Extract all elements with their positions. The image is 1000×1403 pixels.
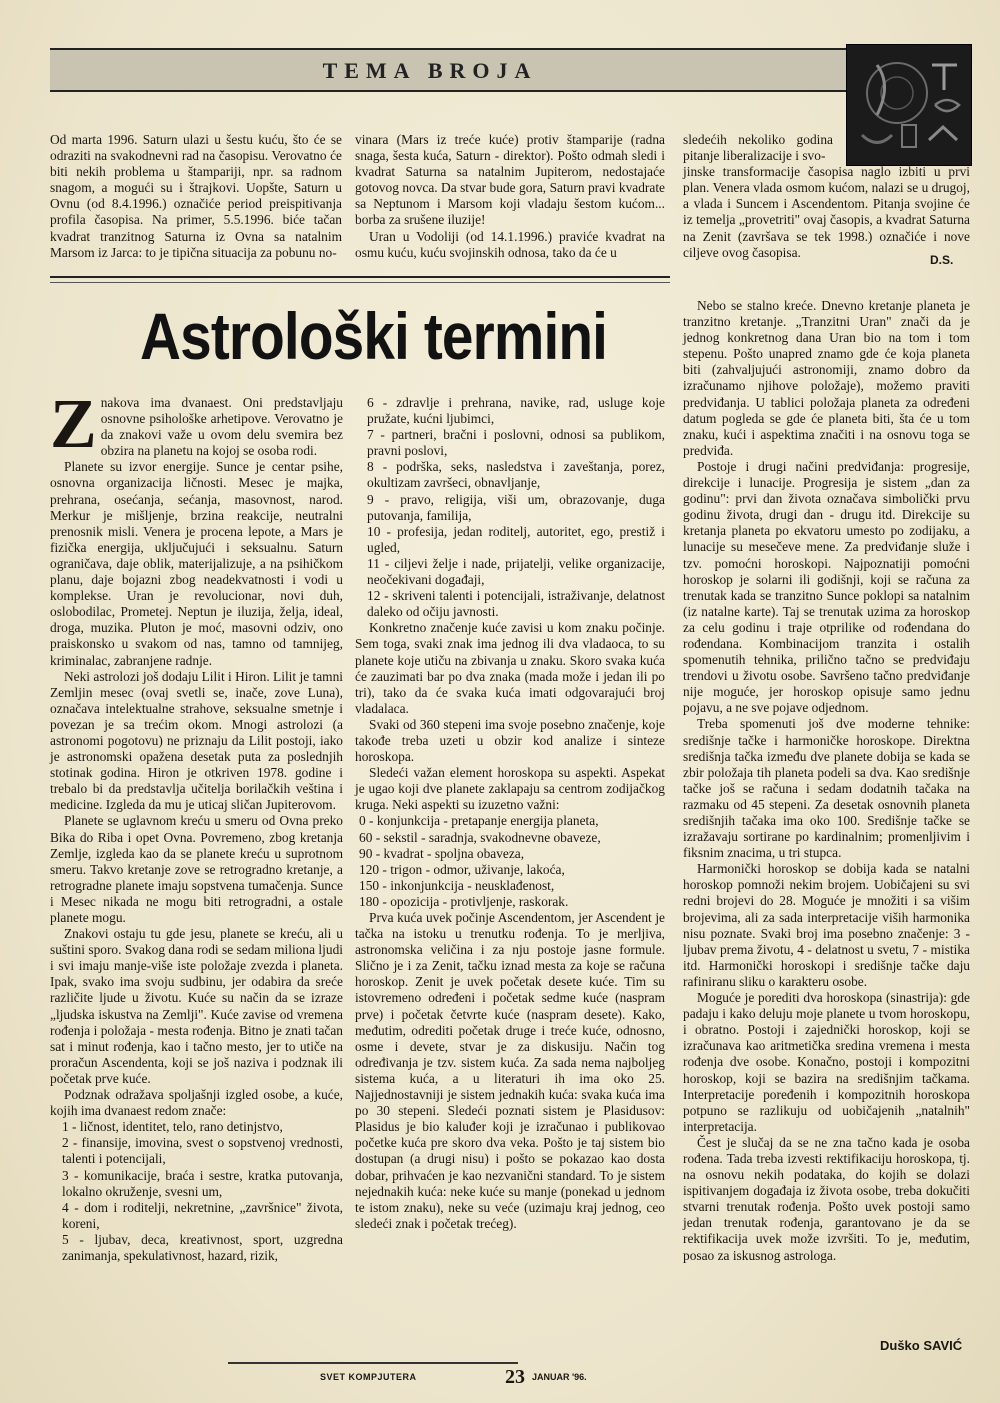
list-item: 12 - skriveni talenti i potencijali, istraživanje, delatnost daleko od očiju javnosti. [367,588,665,620]
paragraph: Treba spomenuti još dve moderne tehnike: središnje tačke i harmoničke horoskope. Direktna središnja tačka između dve planete dobija se kada se zbir položaja tih planeta podeli sa dva. Kao središnje tačke još se računa i sedam dodatnih tačaka na razmaku od 45 stepeni. Za desetak osnovnih planeta središnjih tačaka ima oko 100. Središnje tačke se izražavaju sortirane po kardinalnim; promenljivim i fiksnim znacima, u tri stupca. [683,716,970,861]
article-signature [880,1338,962,1353]
list-item: 7 - partneri, bračni i poslovni, odnosi sa publikom, pravni poslovi, [367,427,665,459]
intro-signature: D.S. [930,253,954,267]
intro-column-2 [355,132,665,261]
intro-paragraph: Od marta 1996. Saturn ulazi u šestu kuću, što će se odraziti na svakodnevni rad na časopisu. Verovatno će biti nekih problema u štampariji, npr. sa radnom snagom, a mogući su i štrajkovi. Uopšte, Saturn u Ovnu (od 8.4.1996.) označiće period preispitivanja profila časopisa. Na primer, 5.5.1996. biće tačan kvadrat tranzitnog Saturna iz Ovna sa natalnim Marsom iz Jarca: to je tipična situacija za pobunu no- [50,132,342,260]
houses-list-2 [355,395,665,620]
intro-column-1 [50,132,342,261]
section-header-bar [50,48,970,92]
paragraph: Planete su izvor energije. Sunce je centar psihe, osnovna organizacija ličnosti. Mesec je majka, prehrana, osećanja, sećanja, masovnost, narod. Merkur je mišljenje, brzina reakcije, neutralni prenosnik misli. Venera je procena lepote, a Mars je fizička energija, uključujući i seksualnu. Saturn ograničava, daje oblik, materijalizuje, a na psihičkom planu, daje bojazni zbog neadekvatnosti i vodi u komplekse. Uran je revolucionar, novi duh, oslobodilac, Prometej. Neptun je iluzija, želja, ideal, droga, muzika. Pluton je moć, masovni odziv, ono praiskonsko u svakom od nas, tamno od tamnijeg, kriminalac, zabranjene radnje. [50,459,343,668]
paragraph: Harmonički horoskop se dobija kada se natalni horoskop pomnoži nekim brojem. Uobičajeni su svi redni brojevi do 28. Moguće je množiti i sa višim brojevima, ali za sada interpretacije viših harmonika nisu poznate. Svaki broj ima posebno značenje: 3 - ljubav prema životu, 4 - delatnost u svetu, 7 - mistika itd. Harmonički horoskopi i središnje tačke daju rafiniranu sliku o karakteru osobe. [683,861,970,989]
column-2-paragraphs-b [355,910,665,1232]
article-column-3 [683,298,970,1264]
paragraph: Planete se uglavnom kreću u smeru od Ovna preko Bika do Riba i opet Ovna. Povremeno, zbog kretanja Zemlje, izgleda kao da se planete kreću u suprotnom smeru. Takvo kretanje zove se retrogradno kretanje, a retrogradne planete imaju sopstvena tumačenja. Sunce i Mesec nikada ne mogu biti retrogradni, a ostale planete mogu. [50,813,343,925]
list-item: 10 - profesija, jedan roditelj, autoritet, ego, prestiž i ugled, [367,523,665,555]
list-item: 60 - sekstil - saradnja, svakodnevne obaveze, [359,829,601,845]
paragraph: Moguće je porediti dva horoskopa (sinastrija): gde padaju i kako deluju moje planete u tvom horoskopu, i obratno. Postoji i zajednički horoskop, koji se izračunava kao aritmetička sredina vremena i mesta rođenja dve osobe. Konačno, postoji i kompozitni horoskop, koji se bazira na središnjim tačkama. Interpretacije poređenih i kompozitnih horoskopa potpuno se razlikuju od uobičajenih „natalnih" interpretacija. [683,990,970,1134]
column-3-paragraphs [683,298,970,1264]
column-1-paragraphs [50,386,343,1119]
intro-paragraph: sledećih nekoliko godina pitanje liberalizacije i svo- [683,132,833,164]
page-number: 23 [505,1366,525,1388]
intro-paragraph: jinske transformacije časopisa naglo izbiti u prvi plan. Venera vlada osmom kućom, nalazi se u drugoj, a vlada i Suncem i Ascendentom. Pitanja svojine će iz temelja „provetriti" ovaj časopis, a kvadrat Saturna na Zenit (završava se tek 1998.) označiće i nove ciljeve ovog časopisa. [683,164,970,260]
list-item: 90 - kvadrat - spoljna obaveza, [359,845,525,861]
list-item: 3 - komunikacije, braća i sestre, kratka putovanja, lokalno okruženje, svesni um, [62,1167,343,1199]
paragraph: Prva kuća uvek počinje Ascendentom, jer Ascendent je tačka na istoku u trenutku rođenja. To je merljiva, astronomska veličina i za nju postoje jasne formule. Slično je i za Zenit, tačku iznad mesta za koje se računa horoskop. Zenit je uvek početak desete kuće. Tim su istovremeno određeni i početak sedme kuće (naspram prve) i početak četvrte kuće (naspram desete). Kako, međutim, odrediti početak druge i treće kuće, odnosno, osme i devete, stvar je za diskusiju. Način tog određivanja je tzv. sistem kuća. Za sada nema najboljeg sistema kuća, a u literaturi ih ima oko 25. Najjednostavniji je sistem jednakih kuća: svaka kuća ima po 30 stepeni. Sledeći poznati sistem je Plasidusov: Plasidus je bio kaluđer koji je izračunao i publikovao početke kuća pre skoro dva veka. Pošto je taj sistem bio dostupan (a drugi nisu) i pošto se pokazao kao dosta dobar, prihvaćen je kao nezvanični standard. To je sistem nejednakih kuća: neke kuće su manje (ponekad u jednom te istom znaku), neke su veće (uzimaju kraj jednog, ceo sledeći znak i početak trećeg). [355,910,665,1231]
list-item: 2 - finansije, imovina, svest o sopstvenoj vrednosti, talenti i potencijali, [62,1135,343,1167]
list-item: 9 - pravo, religija, viši um, obrazovanje, duga putovanja, familija, [367,491,665,523]
list-item: 150 - inkonjunkcija - neusklađenost, [359,877,555,893]
list-item: 8 - podrška, seks, nasledstva i zaveštanja, porez, okultizam završeci, obnavljanje, [367,459,665,491]
list-item: 11 - ciljevi želje i nade, prijatelji, velike organizacije, neočekivani događaji, [367,555,665,588]
paragraph: Nebo se stalno kreće. Dnevno kretanje planeta je tranzitno kretanje. „Tranzitni Uran" znači da je jednog konkretnog dana Uran bio na tom i tom stepenu. Pošto unapred znamo gde će koja planeta biti (zahvaljujući astronomiji, znamo dobro da izračunamo njihove položaje), možemo praviti predviđanja. U tablici položaja planeta za određeni datum pogleda se gde će planeta biti, šta će u tom znaku, kući i aspektima značiti i na osnovu toga se predviđa. [683,298,970,458]
divider [50,276,670,278]
section-title: TEMA BROJA [322,58,538,83]
list-item: 120 - trigon - odmor, uživanje, lakoća, [359,861,565,877]
divider [50,282,670,283]
article-column-1 [50,386,343,1264]
paragraph: Neki astrolozi još dodaju Lilit i Hiron. Lilit je tamni Zemljin mesec (ovaj svetli se, inače, zove Luna), označava intelektualne strahove, seksualne smetnje i povezan je sa trećim okom. Mnogi astrolozi (a astronomi pogotovu) ne priznaju da Lilit postoji, iako je astronomski opažena desetak puta za poslednjih stotinak godina. Hiron je otkriven 1978. godine i trebalo bi da predstavlja učitelja borilačkih veština i medicine. Izgleda da mu je uticaj sličan Jupiterovom. [50,668,343,813]
article-column-2 [355,395,665,1232]
author-first-name: Duško [880,1338,920,1353]
intro-paragraph: vinara (Mars iz treće kuće) protiv štamparije (radna snaga, šesta kuća, Saturn - direktor). Pošto odmah sledi i kvadrat Saturna sa natalnim Jupiterom, nedostajaće gotovog novca. Da stvar bude gora, Saturn pravi kvadrate sa Neptunom i Marsom koji vladaju šestom kućom... borba za srušene iluzije! [355,132,665,228]
intro-column-3 [683,132,970,261]
article-title: Astrološki termini [140,299,608,373]
paragraph: Postoje i drugi načini predviđanja: progresije, direkcije i lunacije. Progresija je sistem „dan za godinu": prvi dan života označava simbolički prvu godinu života, drugi dan - drugu itd. Direkcije su kretanja planeta po ekvatoru umesto po zodijaku, a lunacije su mesečeve mene. Za predviđanje služe i tzv. pomoćni horoskopi. Najpoznatiji pomoćni horoskop je solarni ili godišnji, koji se računa za trenutak kada se tranzitno Sunce poklopi sa natalnim (iz natalne karte). Taj se trenutak uzima za horoskop za celu godinu i traje otprilike od rođendana do rođendana. Kombinacijom tranzita i ostalih spomenutih tehnika, prilično tačno se predviđaju trendovi u životu osobe. Savršeno tačno predviđanje nije moguće, jer horoskop opisuje samo jednu pojavu, a ne sve pojave odjednom. [683,458,970,716]
footer-date: JANUAR '96. [532,1372,587,1382]
houses-list-1 [50,1119,343,1264]
paragraph: Znakovi ostaju tu gde jesu, planete se kreću, ali u suštini sporo. Svakog dana rodi se sedam miliona ljudi i svi imaju manje-više iste položaje zvezda i planeta. Ipak, svako ima svoju sudbinu, jer odabira da sreće različite ljude u životu. Kuće su način da se izraze „ljudska iskustva na Zemlji". Kuće zavise od vremena rođenja i položaja - mesta rođenja. Bitno je znati tačan sat i minut rođenja, kao i tačno mesto, jer to utiče na proračun Ascendenta, koji se još naziva i podznak ili početak prve kuće. [50,926,343,1086]
footer-rule [228,1362,518,1364]
footer-magazine-name: SVET KOMPJUTERA [320,1372,417,1382]
paragraph: Svaki od 360 stepeni ima svoje posebno značenje, koje takođe treba uzeti u obzir kod analize i sinteze horoskopa. [355,716,665,765]
aspects-list [355,813,665,910]
paragraph: Podznak odražava spoljašnji izgled osobe, a kuće, kojih ima dvanaest redom znače: [50,1087,343,1119]
paragraph: Čest je slučaj da se ne zna tačno kada je osoba rođena. Tada treba izvesti rektifikaciju horoskopa, tj. na osnovu nekih podataka, do kojih se dolazi ispitivanjem događaja iz života osobe, treba dokučiti stvarni trenutak rođenja. Pošto uvek postoji samo jedan trenutak rođenja, garantovano je da se rektifikacija uvek može izvršiti. To je, međutim, posao za iskusnog astrologa. [683,1134,970,1263]
list-item: 4 - dom i roditelji, nekretnine, „završnice" života, koreni, [62,1199,343,1231]
drop-cap: Z [50,386,97,463]
paragraph: Konkretno značenje kuće zavisi u kom znaku počinje. Sem toga, svaki znak ima jednog ili dva vladaoca, to su planete koje utiču na zbivanja u znaku. Skoro svaka kuća će zauzimati bar po dva znaka (mada može i jedan ili po tri), tako da će svaka kuća imati odgovarajući broj vladalaca. [355,620,665,716]
paragraph: nakova ima dvanaest. Oni predstavljaju osnovne psihološke arhetipove. Verovatno je da znakovi važe u ovom delu svemira bez obzira na planetu na kojoj se osoba rodi. [100,395,343,459]
list-item: 6 - zdravlje i prehrana, navike, rad, usluge koje pružate, kućni ljubimci, [367,395,665,427]
paragraph: Sledeći važan element horoskopa su aspekti. Aspekat je ugao koji dve planete zaklapaju sa centrom zodijačkog kruga. Neki aspekti su izuzetno važni: [355,765,665,813]
author-last-name: SAVIĆ [923,1338,963,1353]
list-item: 5 - ljubav, deca, kreativnost, sport, uzgredna zanimanja, spekulativnost, hazard, rizik, [62,1231,343,1263]
list-item: 180 - opozicija - protivljenje, raskorak. [359,893,569,909]
intro-paragraph: Uran u Vodoliji (od 14.1.1996.) praviće kvadrat na osmu kuću, kuću svojinskih odnosa, tako da će u [355,228,665,260]
list-item: 0 - konjunkcija - pretapanje energija planeta, [359,813,599,829]
column-2-paragraphs [355,620,665,813]
list-item: 1 - ličnost, identitet, telo, rano detinjstvo, [62,1119,283,1135]
